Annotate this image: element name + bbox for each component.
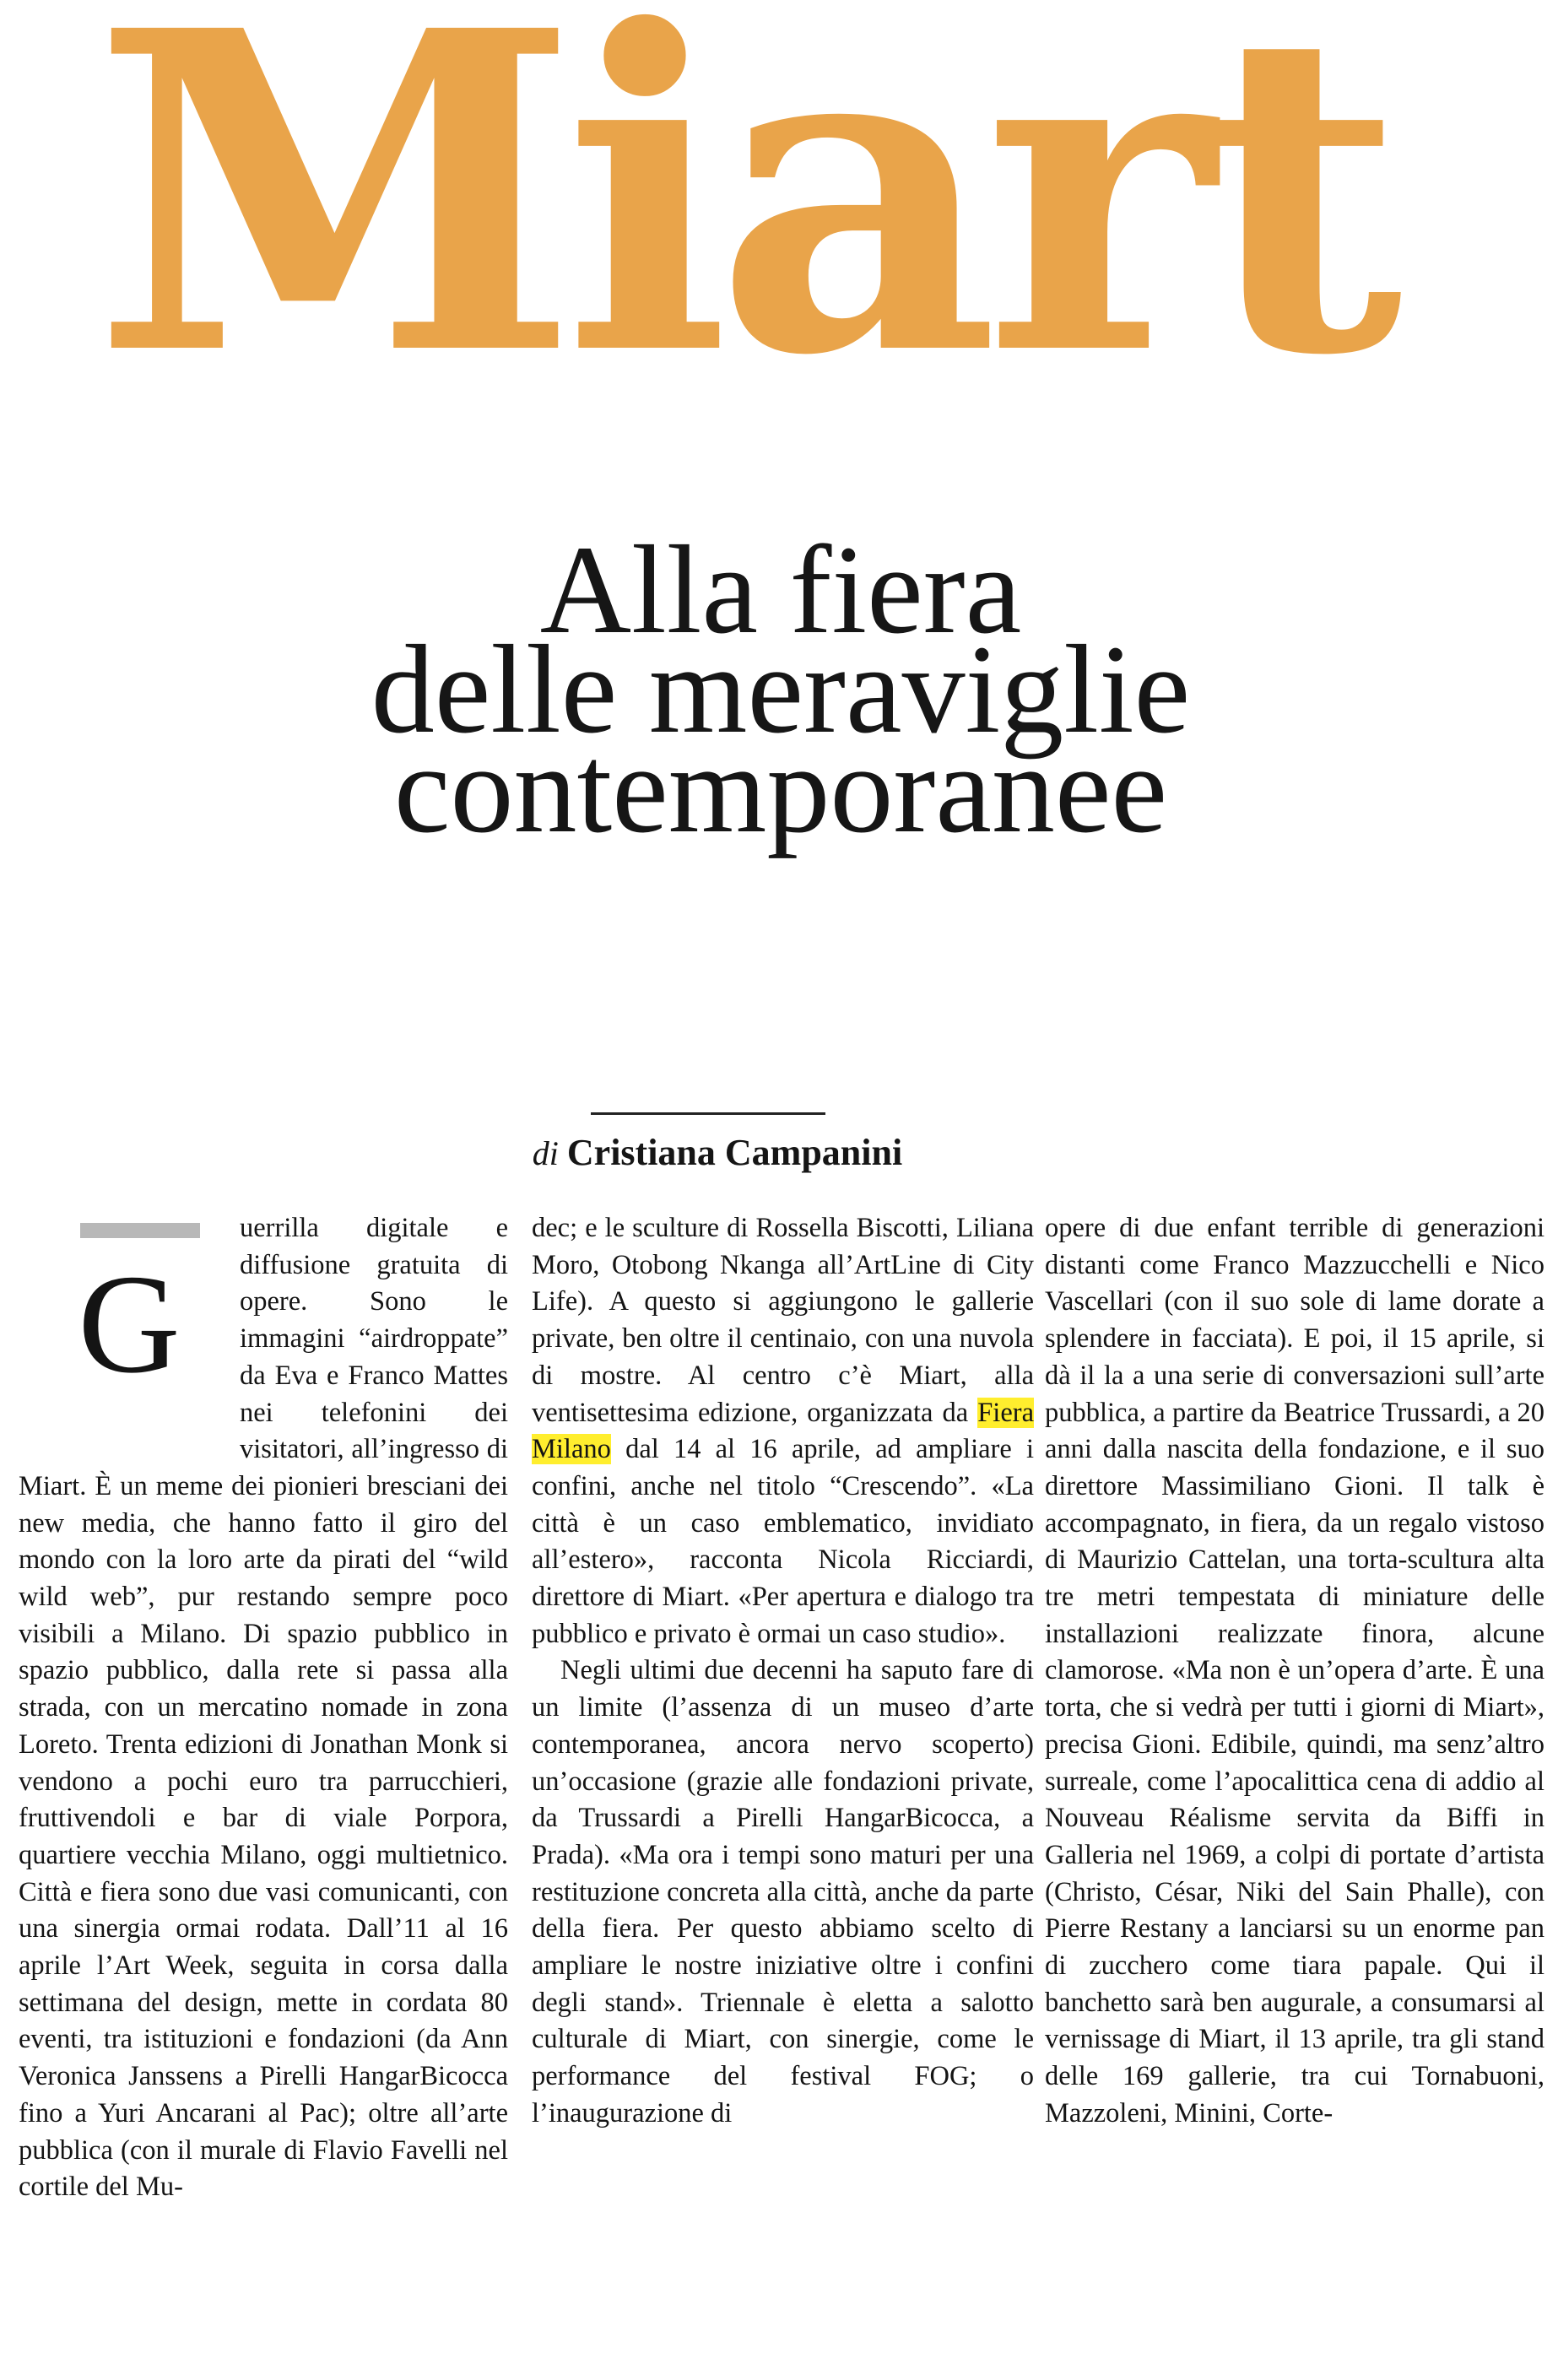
column-1-text: uerrilla digitale e diffusione gratuita di opere. Sono le immagini “airdroppate” da Eva e Franco Mattes nei telefonini dei visitatori, all’ingresso di Miart. È un meme dei pionieri bresciani dei new media, che hanno fatto il giro del mondo con la loro arte da pirati del “wild wild web”, pur restando sempre poco visibili a Milano. Di spazio pubblico in spazio pubblico, dalla rete si passa alla strada, con un mercatino nomade in zona Loreto. Trenta edizioni di Jonathan Monk si vendono a pochi euro tra parrucchieri, fruttivendoli e bar di viale Porpora, quartiere vecchia Milano, oggi multietnico. Città e fiera sono due vasi comunicanti, con una sinergia ormai rodata. Dall’11 al 16 aprile l’Art Week, seguita in corsa dalla settimana del design, mette in cordata 80 eventi, tra istituzioni e fondazioni (da Ann Veronica Janssens a Pirelli HangarBicocca fino a Yuri Ancarani al Pac); oltre all’arte pubblica (con il murale di Flavio Favelli nel cortile del Mu- — [19, 1213, 508, 2203]
column-2-text-before: dec; e le sculture di Rossella Biscotti, Liliana Moro, Otobong Nkanga all’ArtLine di City Life). A questo si aggiungono le gallerie private, ben oltre il centinaio, con una nuvola di mostre. Al centro c’è Miart, alla ventisettesima edizione, organizzata da — [532, 1213, 1034, 1428]
headline — [143, 520, 1418, 859]
column-2-paragraph-1 — [532, 1210, 1034, 1652]
byline-author: Cristiana Campanini — [566, 1132, 903, 1173]
section-kicker: Miart — [93, 0, 1388, 452]
highlighted-term: Fiera Milano — [532, 1397, 1034, 1465]
column-2-text-after: dal 14 al 16 aprile, ad ampliare i confini, anche nel titolo “Crescendo”. «La città è un caso emblematico, invidiato all’estero», racconta Nicola Ricciardi, direttore di Miart. «Per apertura e dialogo tra pubblico e privato è ormai un caso studio». — [532, 1434, 1034, 1649]
headline-line-3: contemporanee — [393, 719, 1168, 859]
headline-line-1: Alla fiera — [539, 520, 1022, 660]
headline-line-2: delle meraviglie — [371, 619, 1191, 760]
article-column-2 — [532, 1210, 1034, 2133]
column-3-text: opere di due enfant terrible di generazioni distanti come Franco Mazzucchelli e Nico Vascellari (con il suo sole di lame dorate a splendere in facciata). E poi, il 15 aprile, si dà il la a una serie di conversazioni sull’arte pubblica, a partire da Beatrice Trussardi, a 20 anni dalla nascita della fondazione, e il suo direttore Massimiliano Gioni. Il talk è accompagnato, in fiera, da un regalo vistoso di Maurizio Cattelan, una torta-scultura alta tre metri tempestata di miniature delle installazioni realizzate finora, alcune clamorose. «Ma non è un’opera d’arte. È una torta, che si vedrà per tutti i giorni di Miart», precisa Gioni. Edibile, quindi, ma senz’altro surreale, come l’apocalittica cena di addio al Nouveau Réalisme servita da Biffi in Galleria nel 1969, a colpi di portate d’artista (Christo, César, Niki del Sain Phalle), con Pierre Restany a lanciarsi su un enorme pan di zucchero come tiara papale. Qui il banchetto sarà ben augurale, a consumarsi al vernissage di Miart, il 13 aprile, tra gli stand delle 169 gallerie, tra cui Tornabuoni, Mazzoleni, Minini, Corte- — [1045, 1213, 1544, 2128]
byline — [456, 1129, 979, 1177]
article-column-3 — [1045, 1210, 1544, 2133]
byline-divider — [591, 1112, 825, 1115]
article-column-1 — [19, 1210, 508, 2206]
drop-cap: G — [78, 1246, 181, 1403]
column-2-paragraph-2: Negli ultimi due decenni ha saputo fare di un limite (l’assenza di un museo d’arte contemporanea, ancora nervo scoperto) un’occasione (grazie alle fondazioni private, da Trussardi a Pirelli HangarBicocca, a Prada). «Ma ora i tempi sono maturi per una restituzione concreta alla città, anche da parte della fiera. Per questo abbiamo scelto di ampliare le nostre iniziative oltre i confini degli stand». Triennale è eletta a salotto culturale di Miart, con sinergie, come le performance del festival FOG; o l’inaugurazione di — [532, 1655, 1034, 2128]
byline-prefix: di — [532, 1134, 559, 1172]
